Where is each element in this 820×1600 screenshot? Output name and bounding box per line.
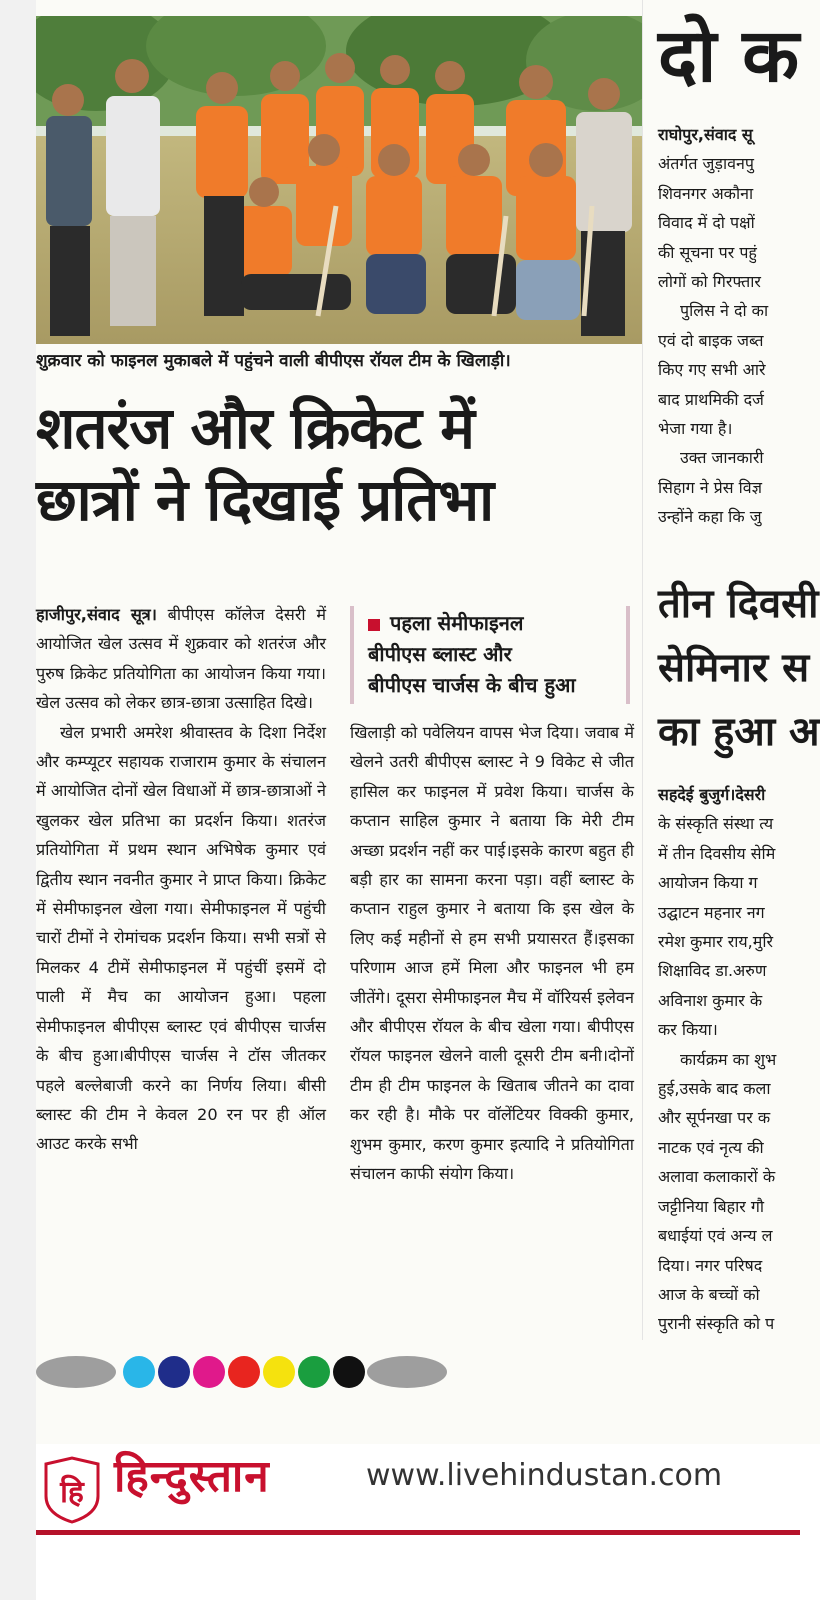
article-paragraph: खिलाड़ी को पवेलियन वापस भेज दिया। जवाब में खेलने उतरी बीपीएस ब्लास्ट ने 9 विकेट से जीत हासिल कर फाइनल में प्रवेश किया। चार्जस के कप्तान साहिल कुमार ने बताया कि मेरी टीम अच्छा प्रदर्शन नहीं कर पाई।इसके कारण बहुत ही बड़ी हार का सामना करना पड़ा। वहीं ब्लास्ट के कप्तान राहुल कुमार ने बताया कि इस खेल के लिए कई महीनों से हम सभी प्रयासरत हैं।इसका परिणाम आज हमें मिला और फाइनल भी हम जीतेंगे। दूसरा सेमीफाइनल मैच में वॉरियर्स इलेवन और बीपीएस रॉयल के बीच खेला गया। बीपीएस रॉयल फाइनल खेलने वाली दूसरी टीम बनी।दोनों टीम ही टीम फाइनल के खिताब जीतने का दावा कर रही है। मौके पर वॉलेंटियर विक्की कुमार, शुभम कुमार, करण कुमार इत्यादि ने प्रतियोगिता संचालन काफी संयोग किया। [350,723,634,1184]
right-line: लोगों को गिरफ्तार [658,272,761,292]
right-line: रमेश कुमार राय,मुरि [658,932,774,952]
right-line: शिक्षाविद डा.अरुण [658,961,767,981]
print-register-marks [36,1354,820,1390]
pull-quote-line: बीपीएस चार्जस के बीच हुआ [368,673,576,697]
register-mark-dot [298,1356,330,1388]
right-line: कर किया। [658,1020,718,1040]
right-line: एवं दो बाइक जब्त [658,330,764,350]
photo-caption: शुक्रवार को फाइनल मुकाबले में पहुंचने वाली बीपीएस रॉयल टीम के खिलाड़ी। [36,351,511,371]
register-mark-dot [193,1356,225,1388]
right-line: आज के बच्चों को [658,1284,760,1304]
right-line: कार्यक्रम का शुभ [680,1049,777,1069]
hindustan-logo-icon [42,1456,102,1524]
right-article-2-body [658,780,820,1339]
headline-line-1: शतरंज और क्रिकेट में [36,394,474,462]
register-mark-dot [123,1356,155,1388]
article-paragraph: खेल प्रभारी अमरेश श्रीवास्तव के दिशा निर्देश और कम्प्यूटर सहायक राजाराम कुमार के संचालन में आयोजित दोनों खेल विधाओं में छात्र-छात्राओं ने खुलकर खेल प्रतिभा का प्रदर्शन किया। शतरंज प्रतियोगिता में प्रथम स्थान अभिषेक कुमार एवं द्वितीय स्थान नवनीत कुमार ने प्राप्त किया। क्रिकेट में सेमीफाइनल खेला गया। सेमीफाइनल में पहुंची चारों टीमों ने रोमांचक प्रदर्शन किया। सभी सत्रों से मिलकर 4 टीमें सेमीफाइनल में पहुंचीं इसमें दो पाली में मैच का आयोजन हुआ। पहला सेमीफाइनल बीपीएस ब्लास्ट एवं बीपीएस चार्जस के बीच हुआ।बीपीएस चार्जस ने टॉस जीतकर पहले बल्लेबाजी करने का निर्णय लिया। बीसी ब्लास्ट की टीम ने केवल 20 रन पर ही ऑल आउट करके सभी [36,722,326,1154]
right-line: उक्त जानकारी [680,448,764,468]
register-marks-svg [36,1354,820,1390]
right-line: के संस्कृति संस्था त्य [658,814,774,834]
right-line: पुरानी संस्कृति को प [658,1314,775,1334]
right-line: सिहाग ने प्रेस विज्ञ [658,477,762,497]
right-headline-line: का हुआ अ [658,709,820,755]
right-line: बाद प्राथमिकी दर्ज [658,389,764,409]
register-mark-dot [228,1356,260,1388]
register-mark-dot [158,1356,190,1388]
dateline: हाजीपुर,संवाद सूत्र। [36,605,157,624]
article-column-2 [350,718,634,1189]
register-mark-dot [333,1356,365,1388]
right-line: सहदेई बुजुर्ग।देसरी [658,785,766,804]
right-line: की सूचना पर पहुं [658,242,757,262]
right-headline-line: तीन दिवसी [658,581,819,627]
right-line: आयोजन किया ग [658,873,758,893]
footer [36,1444,820,1594]
logo-letter: हि [60,1475,84,1510]
article-paragraph [36,600,326,718]
right-line: राघोपुर,संवाद सू [658,125,753,144]
right-line: उन्होंने कहा कि जु [658,507,762,527]
right-line: उद्घाटन महनार नग [658,902,765,922]
pull-quote [350,606,630,704]
headline-line-2: छात्रों ने दिखाई प्रतिभा [36,466,494,534]
right-line: किए गए सभी आरे [658,360,766,380]
right-line: विवाद में दो पक्षों [658,213,755,233]
right-line: बधाईयां एवं अन्य ल [658,1226,773,1246]
pull-quote-line: पहला सेमीफाइनल [390,611,524,635]
right-line: दिया। नगर परिषद [658,1255,763,1275]
right-line: भेजा गया है। [658,419,733,439]
bullet-square-icon [368,619,380,631]
team-photo [36,16,642,344]
right-line: हुई,उसके बाद कला [658,1079,771,1099]
register-mark-bar [36,1356,116,1388]
right-line: में तीन दिवसीय सेमि [658,843,776,863]
footer-red-rule [36,1530,800,1535]
paragraph-text: बीपीएस कॉलेज देसरी में आयोजित खेल उत्सव में शुक्रवार को शतरंज और पुरुष क्रिकेट प्रतियोगिता का आयोजन किया गया। खेल उत्सव को लेकर छात्र-छात्रा उत्साहित दिखे। [36,605,326,713]
brand-name: हिन्दुस्तान [114,1451,270,1502]
article-column-1 [36,600,326,1159]
team-photo-illustration [36,16,642,344]
left-margin-strip [0,0,36,1600]
right-line: शिवनगर अकौना [658,183,754,203]
right-headline-line: सेमिनार स [658,645,810,691]
headline [36,392,636,536]
register-mark-dot [263,1356,295,1388]
right-line: अविनाश कुमार के [658,990,763,1010]
right-line: पुलिस ने दो का [680,301,769,321]
register-mark-bar [367,1356,447,1388]
website-url[interactable]: www.livehindustan.com [366,1458,723,1493]
right-article-1-body [658,120,820,532]
pull-quote-line: बीपीएस ब्लास्ट और [368,642,512,666]
right-line: और सूर्पनखा पर क [658,1108,771,1128]
right-line: अंतर्गत जुड़ावनपु [658,154,754,174]
right-column [642,0,820,1400]
right-article-2-headline [658,572,820,764]
right-line: जट्टीनिया बिहार गौ [658,1196,765,1216]
right-article-1-headline: दो क [658,13,800,99]
right-line: नाटक एवं नृत्य की [658,1137,764,1157]
right-line: अलावा कलाकारों के [658,1167,776,1187]
